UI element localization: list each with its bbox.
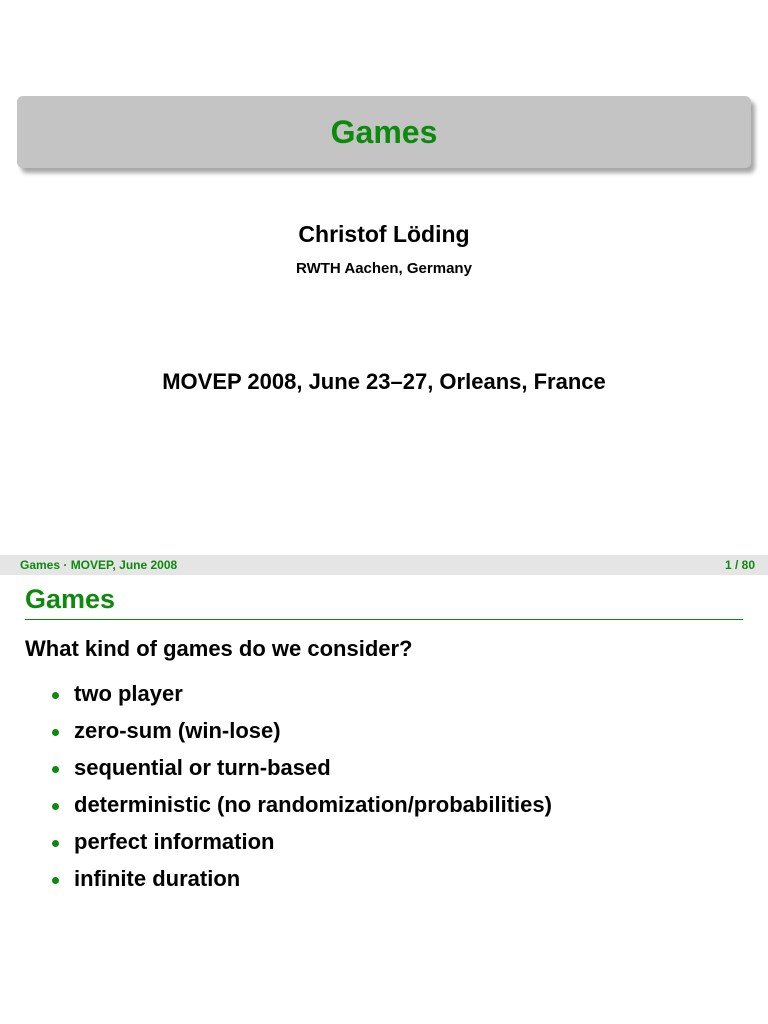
title-box xyxy=(17,96,751,168)
list-item xyxy=(50,681,552,718)
bullet-text: perfect information xyxy=(74,829,275,854)
slide-question: What kind of games do we consider? xyxy=(25,636,413,661)
list-item xyxy=(50,866,552,903)
content-slide xyxy=(0,575,768,1024)
bullet-text: two player xyxy=(74,681,183,706)
bullet-text: infinite duration xyxy=(74,866,241,891)
bullet-text: zero-sum (win-lose) xyxy=(74,718,281,743)
bullet-icon xyxy=(52,803,59,810)
bullet-icon xyxy=(52,692,59,699)
bullet-icon xyxy=(52,729,59,736)
bullet-list xyxy=(50,681,552,903)
list-item xyxy=(50,829,552,866)
footer-title: Games · MOVEP, June 2008 xyxy=(20,558,178,572)
bullet-icon xyxy=(52,877,59,884)
author-name: Christof Löding xyxy=(298,221,470,247)
bullet-text: sequential or turn-based xyxy=(74,755,331,780)
list-item xyxy=(50,792,552,829)
bullet-text: deterministic (no randomization/probabilities) xyxy=(74,792,552,817)
author-institute: RWTH Aachen, Germany xyxy=(296,260,472,277)
frame-title-rule xyxy=(25,619,743,620)
event-info: MOVEP 2008, June 23–27, Orleans, France xyxy=(162,369,606,394)
presentation-title: Games xyxy=(330,113,438,150)
frame-title: Games xyxy=(25,584,116,614)
page-number: 1 / 80 xyxy=(724,558,755,572)
list-item xyxy=(50,755,552,792)
list-item xyxy=(50,718,552,755)
slide-footer xyxy=(0,555,768,575)
bullet-icon xyxy=(52,766,59,773)
bullet-icon xyxy=(52,840,59,847)
